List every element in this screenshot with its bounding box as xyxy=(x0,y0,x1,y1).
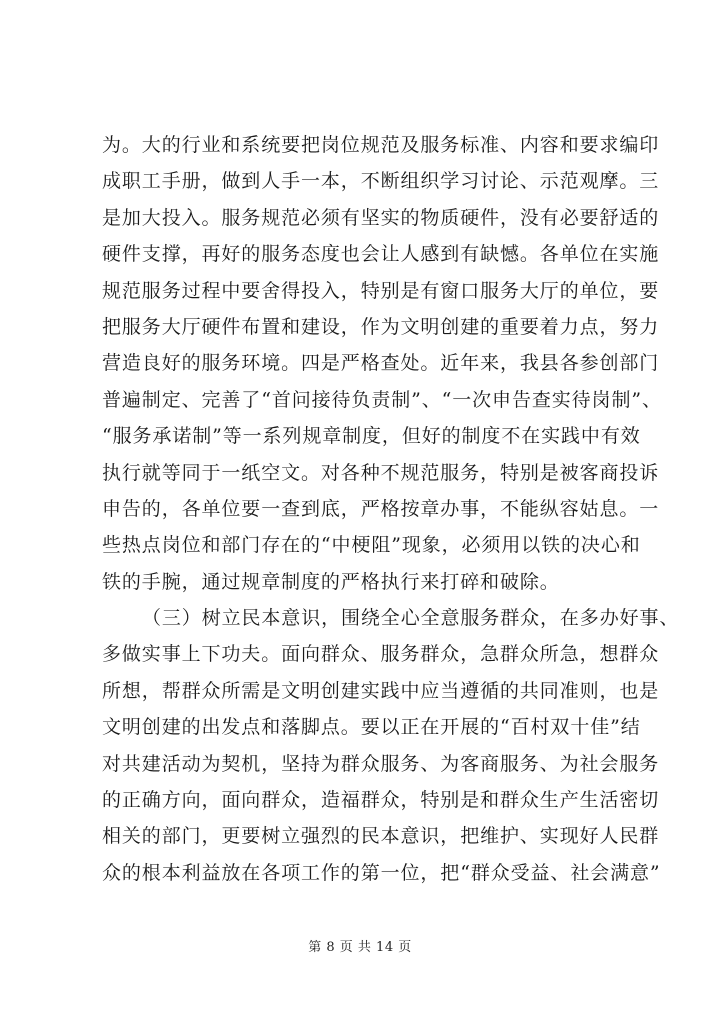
paragraph-line: 硬件支撑，再好的服务态度也会让人感到有缺憾。各单位在实施 xyxy=(102,243,660,266)
paragraph-line: 众的根本利益放在各项工作的第一位，把“群众受益、社会满意” xyxy=(102,861,661,884)
paragraph-line: 为。大的行业和系统要把岗位规范及服务标准、内容和要求编印 xyxy=(102,134,660,156)
paragraph-line: 对共建活动为契机，坚持为群众服务、为客商服务、为社会服务 xyxy=(102,752,660,775)
paragraph-line: 营造良好的服务环境。四是严格查处。近年来，我县各参创部门 xyxy=(102,352,660,375)
paragraph-line: 执行就等同于一纸空文。对各种不规范服务，特别是被客商投诉 xyxy=(102,461,660,484)
page-number: 第 8 页 共 14 页 xyxy=(308,940,412,955)
paragraph-line: “服务承诺制”等一系列规章制度，但好的制度不在实践中有效 xyxy=(102,425,641,448)
paragraph-line: 申告的，各单位要一查到底，严格按章办事，不能纵容姑息。一 xyxy=(102,497,660,520)
paragraph-line: 些热点岗位和部门存在的“中梗阻”现象，必须用以铁的决心和 xyxy=(102,534,641,557)
paragraph-line: 多做实事上下功夫。面向群众、服务群众，急群众所急，想群众 xyxy=(102,643,660,666)
page-footer xyxy=(0,936,720,955)
paragraph-line-last: 铁的手腕，通过规章制度的严格执行来打碎和破除。 xyxy=(102,570,560,593)
paragraph-line: 规范服务过程中要舍得投入，特别是有窗口服务大厅的单位，要 xyxy=(102,279,660,302)
paragraph-line: 普遍制定、完善了“首问接待负责制”、“一次申告查实待岗制”、 xyxy=(102,388,662,411)
paragraph-line: 的正确方向，面向群众，造福群众，特别是和群众生产生活密切 xyxy=(102,789,660,812)
body-text xyxy=(102,127,680,891)
paragraph-line: 所想，帮群众所需是文明创建实践中应当遵循的共同准则，也是 xyxy=(102,679,660,702)
paragraph-line: 成职工手册，做到人手一本，不断组织学习讨论、示范观摩。三 xyxy=(102,170,660,193)
paragraph-line: 把服务大厅硬件布置和建设，作为文明创建的重要着力点，努力 xyxy=(102,315,660,338)
paragraph-line: 相关的部门，更要树立强烈的民本意识，把维护、实现好人民群 xyxy=(102,825,660,848)
paragraph-line: 是加大投入。服务规范必须有坚实的物质硬件，没有必要舒适的 xyxy=(102,206,660,229)
paragraph-line: 文明创建的出发点和落脚点。要以正在开展的“百村双十佳”结 xyxy=(102,716,641,739)
section-heading-line: （三）树立民本意识，围绕全心全意服务群众，在多办好事、 xyxy=(142,607,680,630)
